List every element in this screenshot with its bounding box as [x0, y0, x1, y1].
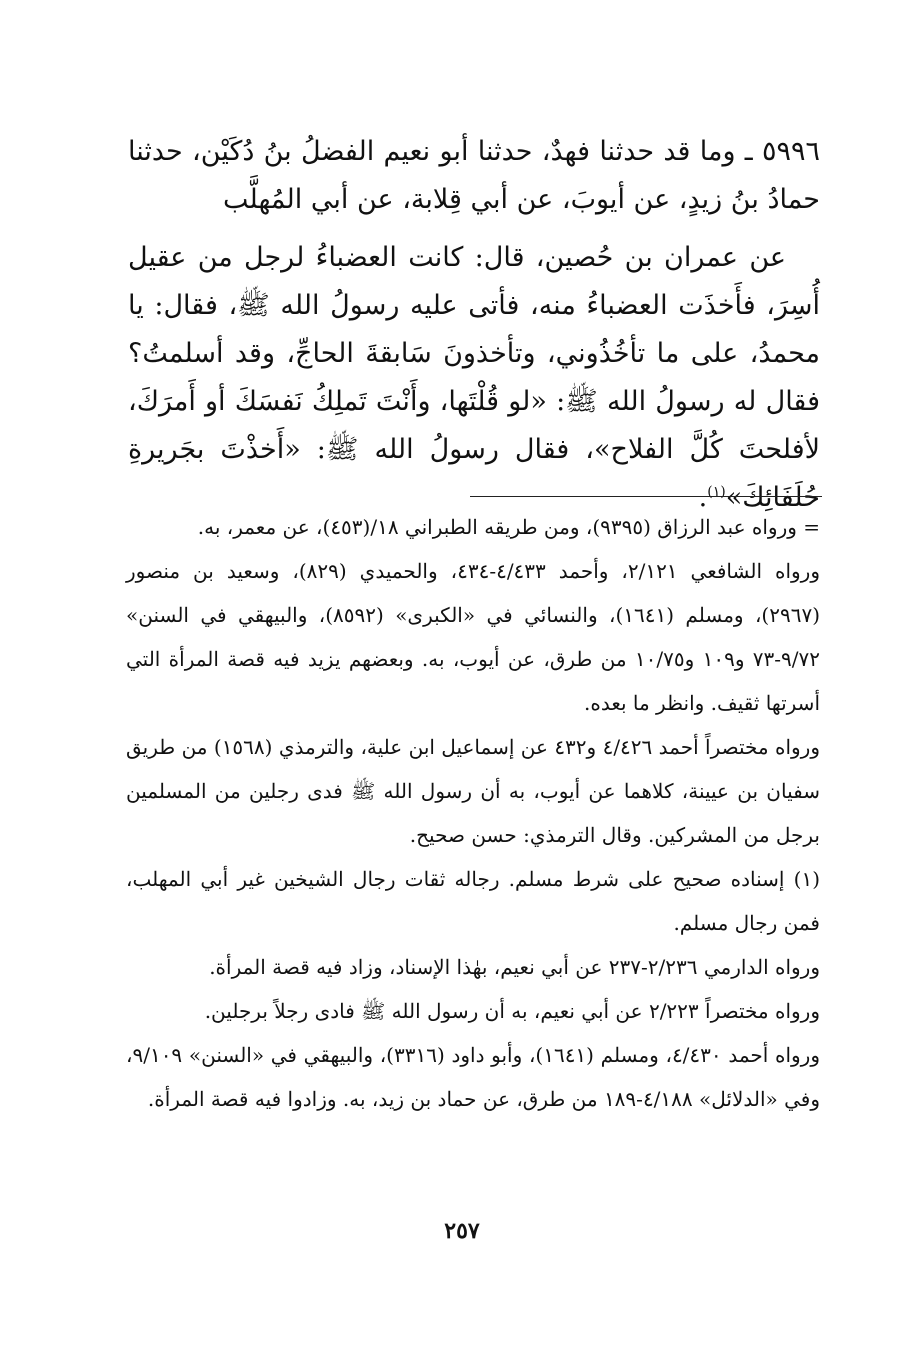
page-number: ٢٥٧ [444, 1218, 480, 1244]
footnote-paragraph: ورواه الشافعي ٢/١٢١، وأحمد ٤/٤٣٣-٤٣٤، والحميدي (٨٢٩)، وسعيد بن منصور (٢٩٦٧)، ومسلم (١٦٤١)، والنسائي في «الكبرى» (٨٥٩٢)، والبيهقي في السنن» ٩/٧٢-٧٣ و١٠٩ و١٠/٧٥ من طرق، عن أيوب، به. وبعضهم يزيد فيه قصة المرأة التي أسرتها ثقيف. وانظر ما بعده. [126, 559, 821, 715]
footnote-paragraph: ورواه مختصراً ٢/٢٢٣ عن أبي نعيم، به أن رسول الله ﷺ فادى رجلاً برجلين. [204, 999, 820, 1023]
footnote-paragraph: ورواه الدارمي ٢/٢٣٦-٢٣٧ عن أبي نعيم، بهٰذا الإسناد، وزاد فيه قصة المرأة. [209, 955, 820, 979]
hadith-text [128, 128, 820, 522]
hadith-matn-text: عن عمران بن حُصين، قال: كانت العضباءُ لرجل من عقيل أُسِرَ، فأَخذَت العضباءُ منه، فأتى عليه رسولُ الله ﷺ، فقال: يا محمدُ، على ما تأخُذُوني، وتأخذونَ سَابقةَ الحاجِّ، وقد أسلمتُ؟ فقال له رسولُ الله ﷺ: «لو قُلْتَها، وأَنْتَ تَملِكُ نَفسَكَ أو أَمرَكَ، لأفلحتَ كُلَّ الفلاح»، فقال رسولُ الله ﷺ: «أَخذْتَ بجَريرةِ حُلَفَائِكَ» [128, 242, 820, 513]
footnote-separator [470, 496, 822, 497]
hadith-matn [128, 234, 820, 522]
hadith-matn-end: . [698, 482, 708, 513]
footnote-paragraph: (١) إسناده صحيح على شرط مسلم. رجاله ثقات رجال الشيخين غير أبي المهلب، فمن رجال مسلم. [126, 867, 820, 935]
footnote-paragraph: ورواه مختصراً أحمد ٤/٤٢٦ و٤٣٢ عن إسماعيل ابن علية، والترمذي (١٥٦٨) من طريق سفيان بن عيينة، كلاهما عن أيوب، به أن رسول الله ﷺ فدى رجلين من المسلمين برجل من المشركين. وقال الترمذي: حسن صحيح. [126, 735, 820, 847]
footnote-paragraph: ورواه أحمد ٤/٤٣٠، ومسلم (١٦٤١)، وأبو داود (٣٣١٦)، والبيهقي في «السنن» ٩/١٠٩، وفي «الدلائل» ٤/١٨٨-١٨٩ من طرق، عن حماد بن زيد، به. وزادوا فيه قصة المرأة. [126, 1043, 820, 1111]
footnote-reference: (١) [707, 484, 726, 500]
footnotes [126, 505, 820, 1121]
footnote-paragraph: = ورواه عبد الرزاق (٩٣٩٥)، ومن طريقه الطبراني ١٨/(٤٥٣)، عن معمر، به. [197, 515, 820, 539]
hadith-isnad: ٥٩٩٦ ـ وما قد حدثنا فهدٌ، حدثنا أبو نعيم الفضلُ بنُ دُكَيْن، حدثنا حمادُ بنُ زيدٍ، عن أيوبَ، عن أبي قِلابة، عن أبي المُهلَّب [128, 136, 820, 215]
